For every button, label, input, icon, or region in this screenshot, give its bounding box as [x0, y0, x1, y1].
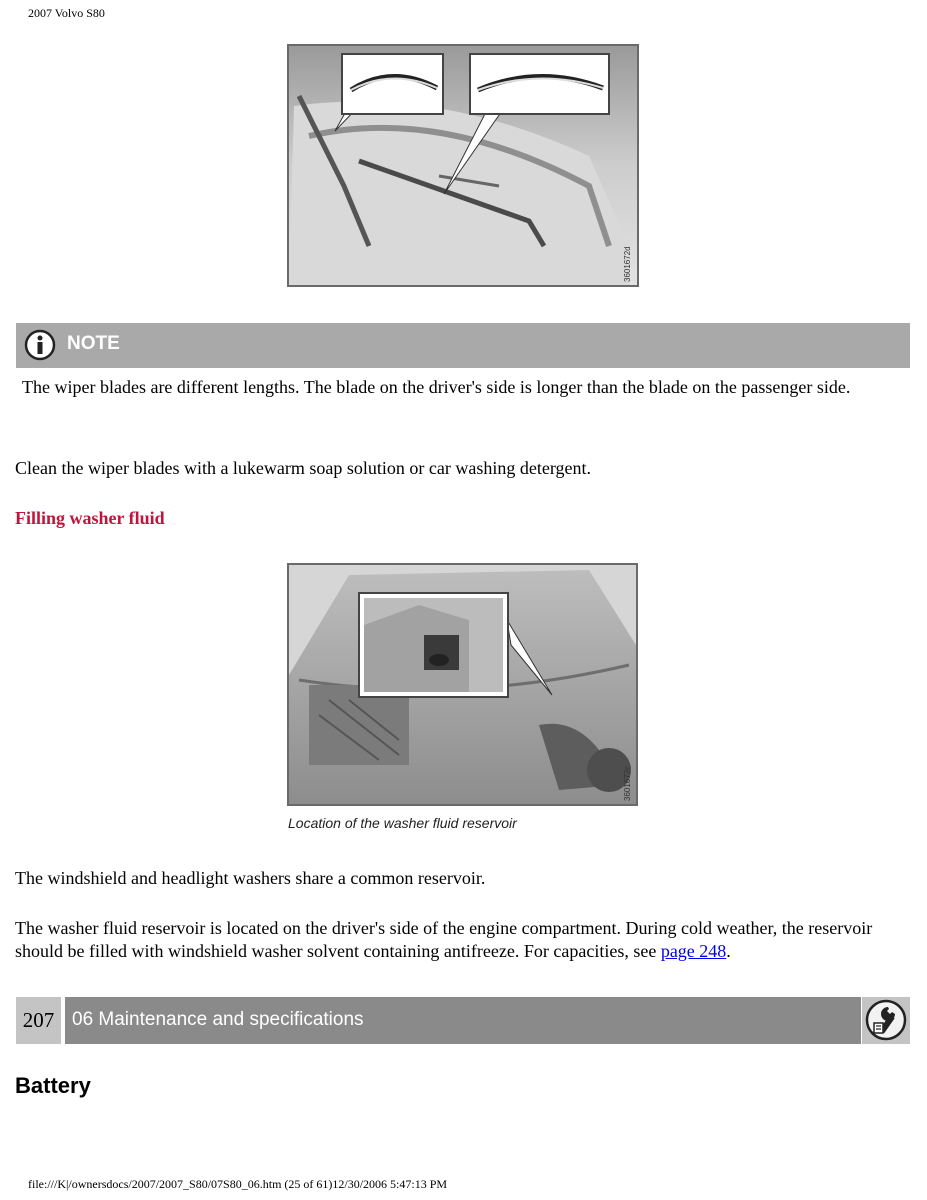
washer-reservoir-illustration	[289, 565, 636, 804]
note-text: The wiper blades are different lengths. The blade on the driver's side is longer than the blade on the passenger side.	[22, 377, 851, 397]
info-icon	[24, 329, 56, 361]
page-header-title: 2007 Volvo S80	[28, 6, 105, 20]
figure-code: 3601672c	[623, 765, 632, 801]
section-icon-box	[862, 997, 910, 1044]
page-number: 207	[16, 997, 61, 1044]
reservoir-location-paragraph	[15, 917, 910, 963]
wiper-blades-figure	[287, 44, 639, 287]
note-bar	[16, 323, 910, 368]
subheading-filling-washer-fluid: Filling washer fluid	[15, 508, 165, 528]
note-label: NOTE	[67, 333, 120, 354]
figure-code: 3601672d	[623, 246, 632, 282]
wrench-icon	[862, 997, 910, 1044]
wiper-blades-illustration	[289, 46, 637, 285]
page-248-link[interactable]: page 248	[660, 941, 727, 961]
reservoir-location-text: The washer fluid reservoir is located on the driver's side of the engine compartment. During cold weather, the reservoir should be filled with windshield washer solvent containing antifreeze. For capacities, see	[15, 918, 873, 961]
clean-instructions-paragraph: Clean the wiper blades with a lukewarm soap solution or car washing detergent.	[15, 458, 592, 478]
page-footer-path: file:///K|/ownersdocs/2007/2007_S80/07S80_06.htm (25 of 61)12/30/2006 5:47:13 PM	[28, 1177, 448, 1191]
battery-heading: Battery	[15, 1073, 91, 1098]
section-title: 06 Maintenance and specifications	[65, 997, 861, 1044]
figure-caption: Location of the washer fluid reservoir	[288, 815, 517, 831]
sentence-end: .	[726, 941, 731, 961]
washer-reservoir-figure	[287, 563, 638, 806]
common-reservoir-paragraph: The windshield and headlight washers share a common reservoir.	[15, 868, 486, 888]
